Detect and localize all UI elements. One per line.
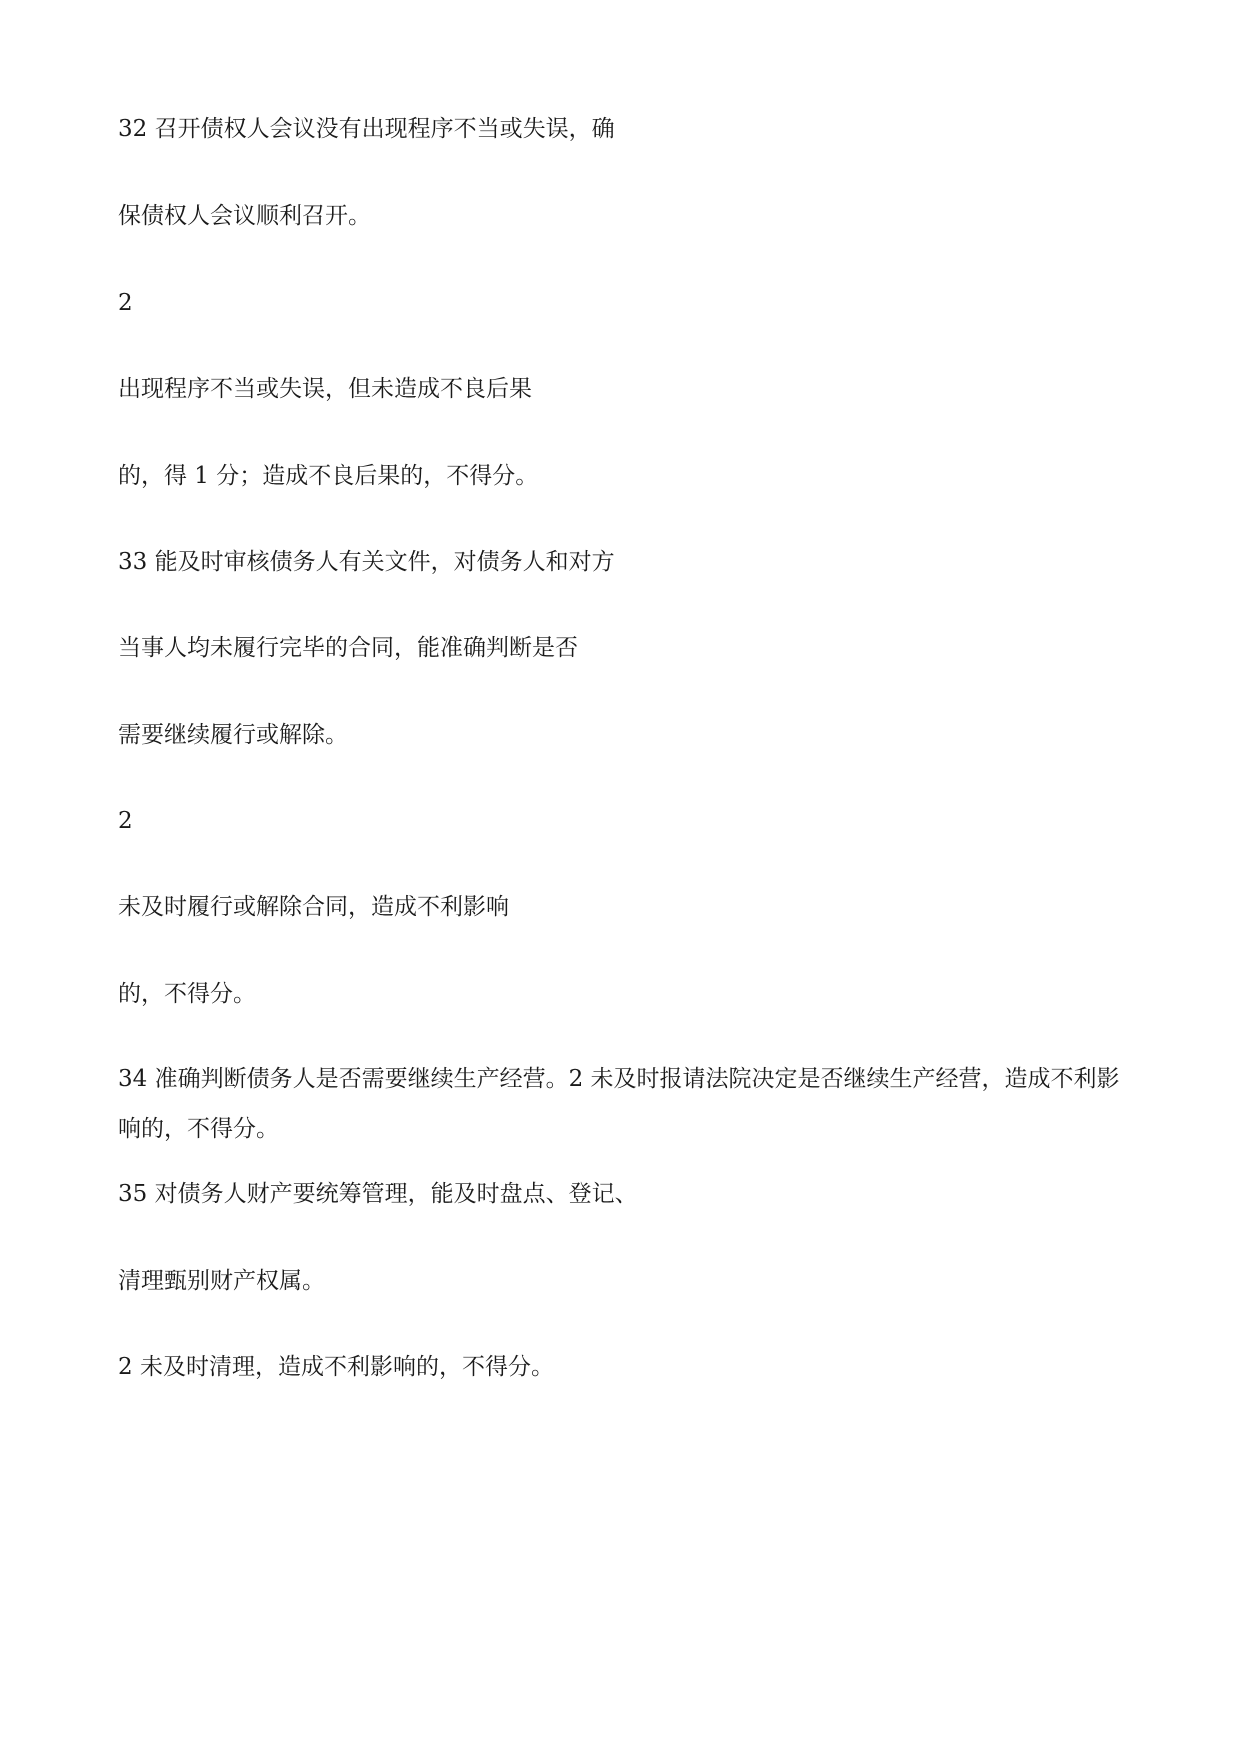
item-33-criterion-line-1: 33 能及时审核债务人有关文件，对债务人和对方: [118, 549, 615, 575]
item-35-criterion-line-1: 35 对债务人财产要统筹管理，能及时盘点、登记、: [118, 1181, 638, 1207]
item-32-score: 2: [118, 290, 133, 316]
item-33-criterion-line-2: 当事人均未履行完毕的合同，能准确判断是否: [118, 635, 578, 661]
item-33-deduction-line-2: 的，不得分。: [118, 981, 256, 1007]
item-32-deduction-line-2: 的，得 1 分；造成不良后果的，不得分。: [118, 463, 539, 489]
item-32-criterion-line-1: 32 召开债权人会议没有出现程序不当或失误，确: [118, 116, 615, 142]
item-33-score: 2: [118, 808, 133, 834]
item-33-criterion-line-3: 需要继续履行或解除。: [118, 722, 348, 748]
item-32-deduction-line-1: 出现程序不当或失误，但未造成不良后果: [118, 376, 532, 402]
item-33-deduction-line-1: 未及时履行或解除合同，造成不利影响: [118, 894, 509, 920]
item-32-criterion-line-2: 保债权人会议顺利召开。: [118, 203, 371, 229]
item-35-criterion-line-2: 清理甄别财产权属。: [118, 1268, 325, 1294]
item-35-score-and-deduction: 2 未及时清理，造成不利影响的，不得分。: [118, 1354, 554, 1380]
item-34-paragraph: 34 准确判断债务人是否需要继续生产经营。2 未及时报请法院决定是否继续生产经营，造成不利影响的，不得分。: [118, 1066, 1120, 1142]
